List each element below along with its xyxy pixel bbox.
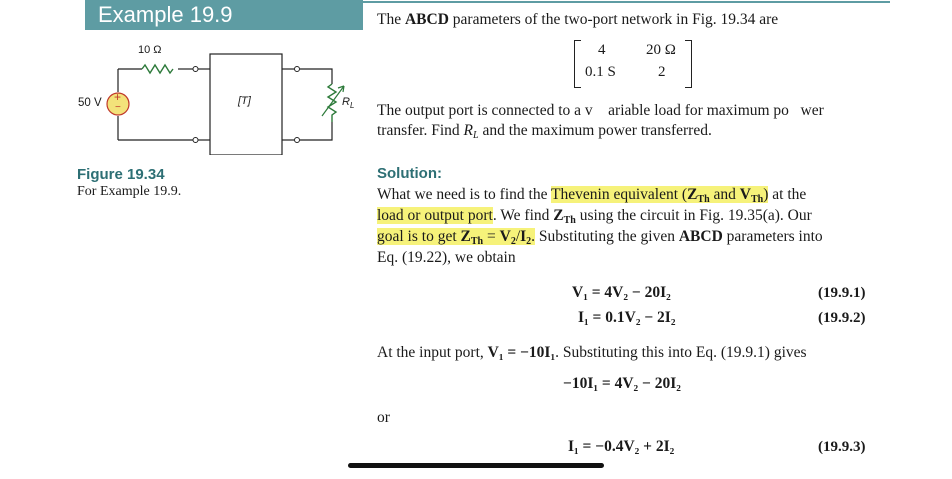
solution-line4: Eq. (19.22), we obtain xyxy=(377,249,516,266)
matrix-d: 2 xyxy=(658,64,666,80)
solution-line5: At the input port, V₁ = −10I₁. Substituting this into Eq. (19.9.1) gives xyxy=(377,344,807,361)
source-label: 50 V xyxy=(78,97,102,109)
home-indicator[interactable] xyxy=(348,463,604,468)
equation-number-19-9-2: (19.9.2) xyxy=(818,310,866,326)
figure-label: Figure 19.34 xyxy=(77,166,165,183)
abcd-matrix xyxy=(574,40,692,88)
problem-line2: The output port is connected to a v ariable load for maximum po wer xyxy=(377,102,824,119)
source-plus: + xyxy=(114,90,122,104)
resistor-label: 10 Ω xyxy=(138,44,162,56)
or-text: or xyxy=(377,409,390,426)
equation-number-19-9-3: (19.9.3) xyxy=(818,439,866,455)
load-label: $R_L$ xyxy=(342,96,355,110)
equation-19-9-2: I₁ = 0.1V₂ − 2I₂ xyxy=(578,309,676,326)
solution-line1: What we need is to find the Thevenin equivalent ($Z_{Th}$ and $V_{Th}$) at the xyxy=(377,186,807,205)
two-port-label: [T] xyxy=(238,95,251,107)
figure-caption: For Example 19.9. xyxy=(77,184,182,199)
matrix-c: 0.1 S xyxy=(585,64,616,80)
equation-substituted: −10I₁ = 4V₂ − 20I₂ xyxy=(563,375,681,392)
circuit-figure xyxy=(70,40,355,155)
solution-line2: load or output port. We find $Z_{Th}$ using the circuit in Fig. 19.35(a). Our xyxy=(377,207,812,226)
top-rule xyxy=(363,1,890,3)
problem-intro: The ABCD parameters of the two-port network in Fig. 19.34 are xyxy=(377,11,779,28)
source-minus: − xyxy=(115,102,121,113)
example-title: Example 19.9 xyxy=(98,2,233,27)
solution-line3: goal is to get $Z_{Th} = V_2/I_2$. Substituting the given ABCD parameters into xyxy=(377,228,823,247)
resistor-10ohm xyxy=(142,65,173,73)
matrix-b: 20 Ω xyxy=(646,42,676,58)
equation-number-19-9-1: (19.9.1) xyxy=(818,285,866,301)
solution-heading: Solution: xyxy=(377,165,442,182)
equation-19-9-1: V₁ = 4V₂ − 20I₂ xyxy=(572,284,671,301)
problem-line3: transfer. Find $R_L$ and the maximum power transferred. xyxy=(377,122,712,141)
equation-19-9-3: I₁ = −0.4V₂ + 2I₂ xyxy=(568,438,675,455)
matrix-a: 4 xyxy=(598,42,606,58)
